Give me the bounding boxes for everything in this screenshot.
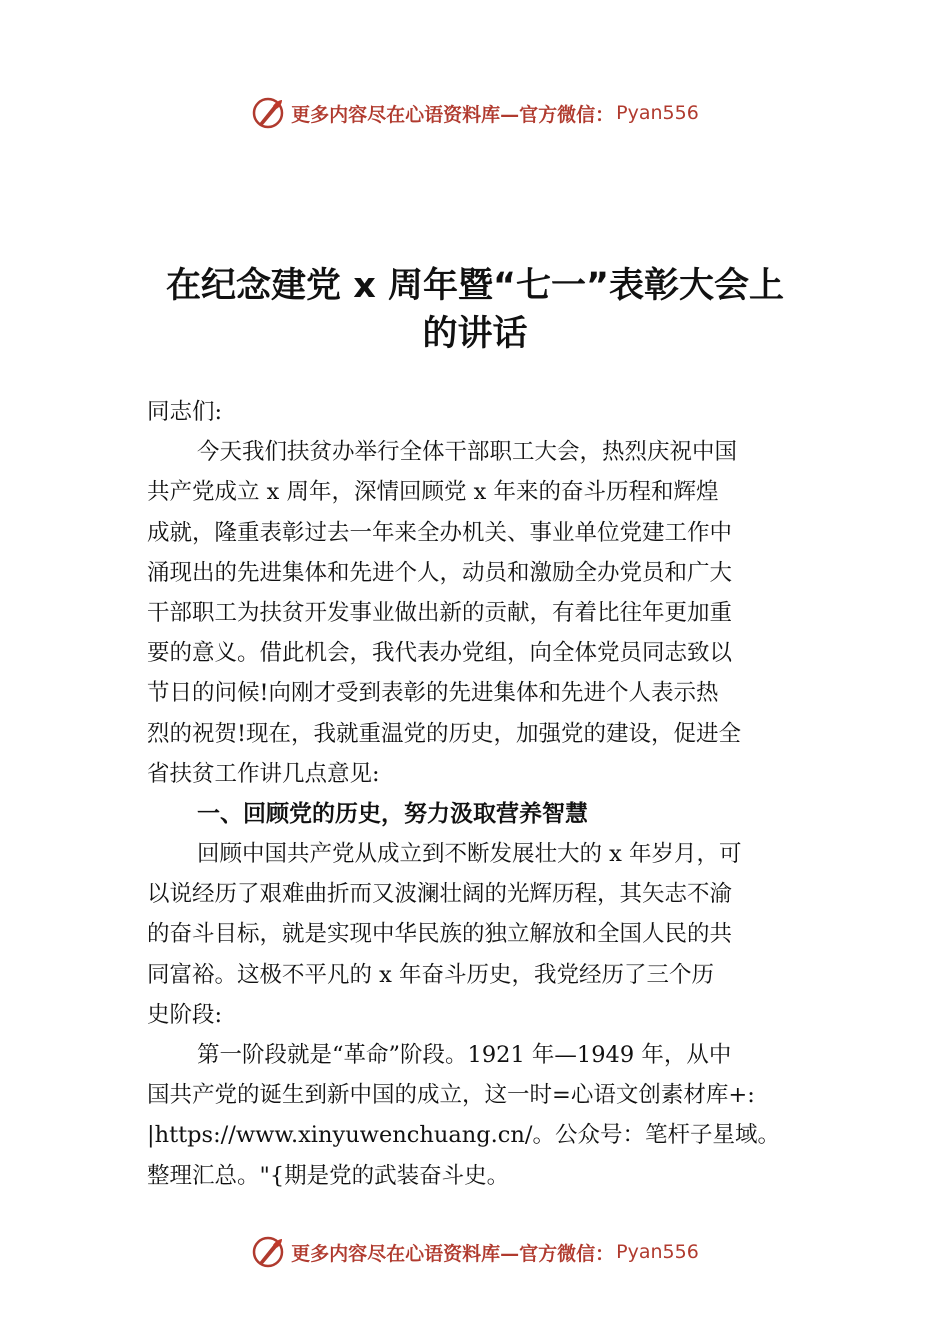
paragraph-3 — [147, 1035, 847, 1196]
text-line: 国共产党的诞生到新中国的成立，这一时=心语文创素材库+: — [147, 1082, 755, 1109]
text-line: |https://www.xinyuwenchuang.cn/。公众号：笔杆子星域。 — [147, 1122, 780, 1149]
text-line: 的奋斗目标，就是实现中华民族的独立解放和全国人民的共 — [147, 921, 733, 948]
wechat-id: Pyan556 — [616, 1241, 699, 1263]
text-line: 回顾中国共产党从成立到不断发展壮大的 x 年岁月，可 — [197, 841, 742, 868]
paragraph-2 — [147, 834, 847, 1035]
quill-pen-logo-icon — [251, 1235, 285, 1269]
text-line: 要的意义。借此机会，我代表办党组，向全体党员同志致以 — [147, 640, 733, 667]
text-line: 同富裕。这极不平凡的 x 年奋斗历史，我党经历了三个历 — [147, 961, 714, 988]
banner-text: 更多内容尽在心语资料库—官方微信： — [291, 1242, 615, 1265]
text-line: 以说经历了艰难曲折而又波澜壮阔的光辉历程，其矢志不渝 — [147, 881, 733, 908]
banner-text: 更多内容尽在心语资料库—官方微信： — [291, 103, 615, 126]
document-body — [147, 392, 847, 1196]
text-line: 整理汇总。"{期是党的武装奋斗史。 — [147, 1162, 510, 1189]
paragraph-1 — [147, 432, 847, 794]
text-line: 烈的祝贺!现在，我就重温党的历史，加强党的建设，促进全 — [147, 720, 742, 747]
text-line: 涌现出的先进集体和先进个人，动员和激励全办党员和广大 — [147, 559, 733, 586]
wechat-id: Pyan556 — [616, 102, 699, 124]
text-line: 干部职工为扶贫开发事业做出新的贡献，有着比往年更加重 — [147, 599, 733, 626]
title-line-1: 在纪念建党 x 周年暨“七一”表彰大会上 — [166, 266, 784, 306]
text-line: 今天我们扶贫办举行全体干部职工大会，热烈庆祝中国 — [197, 439, 738, 466]
text-line: 成就，隆重表彰过去一年来全办机关、事业单位党建工作中 — [147, 519, 733, 546]
footer-banner — [0, 1232, 950, 1272]
header-banner — [0, 93, 950, 133]
text-line: 节日的问候!向刚才受到表彰的先进集体和先进个人表示热 — [147, 680, 719, 707]
text-line: 第一阶段就是“革命”阶段。1921 年—1949 年，从中 — [197, 1042, 732, 1068]
quill-pen-logo-icon — [251, 96, 285, 130]
text-line: 省扶贫工作讲几点意见: — [147, 760, 380, 787]
text-line: 史阶段: — [147, 1001, 223, 1028]
section-heading: 一、回顾党的历史，努力汲取营养智慧 — [197, 800, 588, 827]
title-line-2: 的讲话 — [422, 314, 528, 354]
page-title — [120, 262, 830, 358]
salutation: 同志们: — [147, 399, 223, 425]
text-line: 共产党成立 x 周年，深情回顾党 x 年来的奋斗历程和辉煌 — [147, 479, 719, 506]
